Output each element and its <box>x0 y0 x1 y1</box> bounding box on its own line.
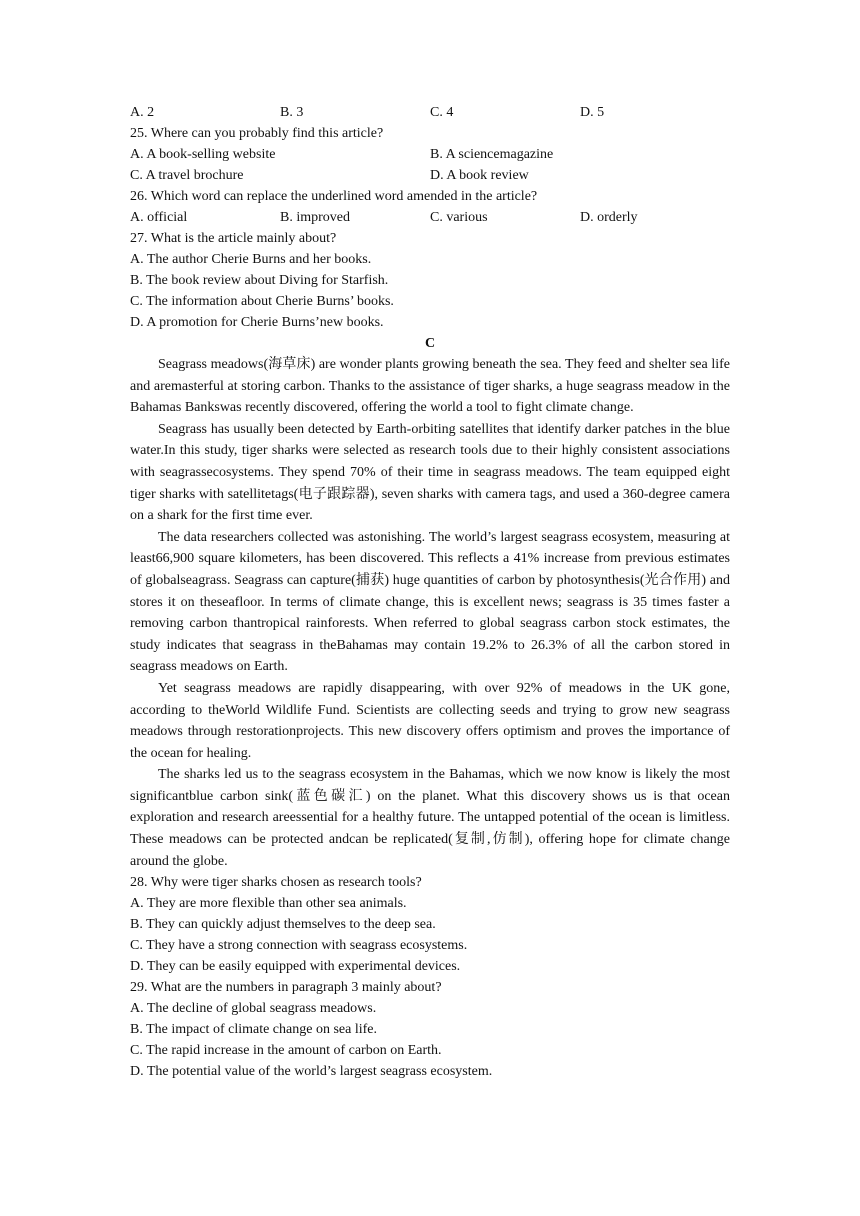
option-d: D. orderly <box>580 210 638 225</box>
paragraph-4: Yet seagrass meadows are rapidly disappearing, with over 92% of meadows in the UK gone, according to theWorld Wildlife Fund. Scientists are collecting seeds and trying to grow new seagrass meadows through restorationprojects. This new discovery offers optimism and proves the importance of the ocean for healing. <box>130 680 730 761</box>
option-a: A. The author Cherie Burns and her books. <box>130 252 372 267</box>
option-b: B. A sciencemagazine <box>430 147 554 162</box>
option-d: D. A promotion for Cherie Burns’new books. <box>130 315 384 330</box>
option-a: A. They are more flexible than other sea animals. <box>130 896 407 912</box>
option-b: B. They can quickly adjust themselves to the deep sea. <box>130 917 436 933</box>
paragraph-3: The data researchers collected was astonishing. The world’s largest seagrass ecosystem, measuring at least66,900 square kilometers, has been discovered. This reflects a 41% increase from previous estimates of globalseagrass. Seagrass can capture(捕获) huge quantities of carbon by photosynthesis(光合作用) and stores it on theseafloor. In terms of climate change, this is excellent news; seagrass is 35 times faster a removing carbon thantropical rainforests. When referred to global seagrass carbon stock estimates, the study indicates that seagrass in theBahamas may contain 19.2% to 26.3% of all the carbon stored in seagrass meadows on Earth. <box>130 529 730 675</box>
option-b: B. The impact of climate change on sea life. <box>130 1022 377 1038</box>
option-a: A. official <box>130 210 188 225</box>
option-b: B. improved <box>280 210 350 225</box>
option-c: C. They have a strong connection with seagrass ecosystems. <box>130 938 468 954</box>
q28-question: 28. Why were tiger sharks chosen as research tools? <box>130 875 422 891</box>
exam-page <box>130 102 730 1082</box>
q25-question: 25. Where can you probably find this article? <box>130 126 384 141</box>
option-c: C. The rapid increase in the amount of carbon on Earth. <box>130 1043 442 1059</box>
paragraph-2: Seagrass has usually been detected by Earth-orbiting satellites that identify darker patches in the blue water.In this study, tiger sharks were selected as research tools due to their highly consistent associations with seagrassecosystems. They spend 70% of their time in seagrass meadows. The team equipped eight tiger sharks with satellitetags(电子跟踪器), seven sharks with camera tags, and used a 360-degree camera on a shark for the first time ever. <box>130 421 730 524</box>
paragraph-5: The sharks led us to the seagrass ecosystem in the Bahamas, which we now know is likely the most significantblue carbon sink(蓝色碳汇) on the planet. What this discovery shows us is that ocean exploration and research areessential for a healthy future. The untapped potential of the ocean is limitless. These meadows can be protected andcan be replicated(复制,仿制), offering hope for climate change around the globe. <box>130 767 730 869</box>
q24-options <box>130 102 730 123</box>
option-c: C. various <box>430 210 488 225</box>
option-c: C. A travel brochure <box>130 168 244 183</box>
q29-question: 29. What are the numbers in paragraph 3 mainly about? <box>130 980 442 996</box>
q26-options <box>130 207 730 228</box>
option-b: B. 3 <box>280 105 304 120</box>
paragraph-1: Seagrass meadows(海草床) are wonder plants growing beneath the sea. They feed and shelter sea life and aremasterful at storing carbon. Thanks to the assistance of tiger sharks, a huge seagrass meadow in the Bahamas Bankswas recently discovered, offering the world a tool to fight climate change. <box>130 357 730 416</box>
q26-question: 26. Which word can replace the underlined word amended in the article? <box>130 189 538 204</box>
option-d: D. A book review <box>430 168 529 183</box>
q25-options-row1 <box>130 144 730 165</box>
section-title: C <box>424 336 436 351</box>
option-b: B. The book review about Diving for Starfish. <box>130 273 389 288</box>
option-d: D. 5 <box>580 105 605 120</box>
option-c: C. 4 <box>430 105 454 120</box>
option-a: A. A book-selling website <box>130 147 276 162</box>
q27-question: 27. What is the article mainly about? <box>130 231 337 246</box>
option-d: D. The potential value of the world’s largest seagrass ecosystem. <box>130 1064 493 1080</box>
option-c: C. The information about Cherie Burns’ books. <box>130 294 394 309</box>
q25-options-row2 <box>130 165 730 186</box>
option-a: A. 2 <box>130 105 155 120</box>
option-a: A. The decline of global seagrass meadows. <box>130 1001 377 1017</box>
option-d: D. They can be easily equipped with experimental devices. <box>130 959 461 975</box>
